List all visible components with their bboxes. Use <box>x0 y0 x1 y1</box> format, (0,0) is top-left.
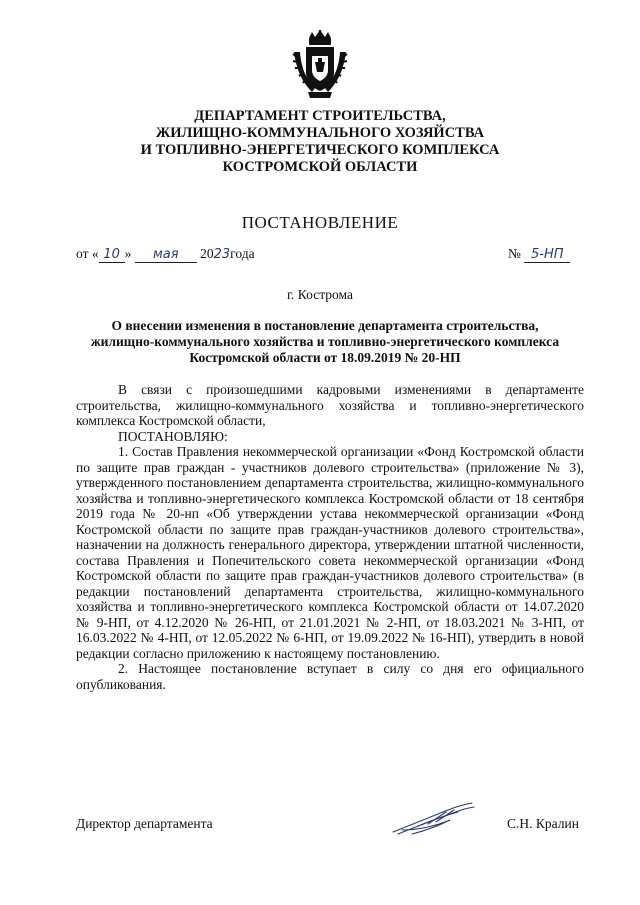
document-date <box>76 246 255 263</box>
coat-of-arms-emblem <box>292 30 348 102</box>
document-title: ПОСТАНОВЛЕНИЕ <box>241 213 399 232</box>
document-number <box>508 246 570 263</box>
department-line: ДЕПАРТАМЕНТ СТРОИТЕЛЬСТВА, <box>194 108 446 124</box>
number-value: 5-НП <box>524 248 570 263</box>
document-body <box>76 382 584 692</box>
date-day: 10 <box>99 248 125 263</box>
resolve-heading: ПОСТАНОВЛЯЮ: <box>118 428 228 444</box>
department-name <box>0 108 640 176</box>
signatory-position: Директор департамента <box>76 816 213 831</box>
signatory-name: С.Н. Кралин <box>507 816 579 831</box>
date-year-suffix: 23 <box>213 247 231 262</box>
date-month: мая <box>135 248 197 263</box>
number-prefix: № <box>508 246 525 261</box>
date-year-prefix: 20 <box>200 246 214 261</box>
department-line: ЖИЛИЩНО-КОММУНАЛЬНОГО ХОЗЯЙСТВА <box>155 125 485 141</box>
document-subject: О внесении изменения в постановление департамента строительства, жилищно-коммунального хозяйства и топливно-энергетического комплекса Костромской области от 18.09.2019 № 20-НП <box>90 318 560 365</box>
department-line: КОСТРОМСКОЙ ОБЛАСТИ <box>222 159 418 175</box>
intro-paragraph: В связи с произошедшими кадровыми изменениями в департаменте строительства, жилищно-коммунального хозяйства и топливно-энергетического комплекса Костромской области, <box>76 382 584 428</box>
handwritten-signature <box>388 800 478 840</box>
date-quote: » <box>124 246 132 261</box>
item-2-paragraph: 2. Настоящее постановление вступает в силу со дня его официального опубликования. <box>76 661 584 692</box>
department-line: И ТОПЛИВНО-ЭНЕРГЕТИЧЕСКОГО КОМПЛЕКСА <box>140 142 500 158</box>
date-suffix: года <box>230 246 255 261</box>
city: г. Кострома <box>287 287 353 302</box>
item-1-paragraph: 1. Состав Правления некоммерческой организации «Фонд Костромской области по защите прав граждан - участников долевого строительства» (приложение № 3), утвержденного постановлением департамента строительства, жилищно-коммунального хозяйства и топливно-энергетического комплекса Костромской области от 18 сентября 2019 года № 20-нп «Об утверждении устава некоммерческой организации «Фонд Костромской области по защите прав граждан-участников долевого строительства», назначении на должность генерального директора, утверждении штатной численности, состава Правления и Попечительского совета некоммерческой организации «Фонд Костромской области по защите прав граждан-участников долевого строительства» (в редакции постановлений департамента строительства, жилищно-коммунального хозяйства и топливно-энергетического комплекса Костромской области от 14.07.2020 № 9-НП, от 4.12.2020 № 26-НП, от 21.01.2021 № 2-НП, от 18.03.2021 № 3-НП, от 16.03.2022 № 4-НП, от 12.05.2022 № 6-НП, от 19.09.2022 № 16-НП), утвердить в новой редакции согласно приложению к настоящему постановлению. <box>76 444 584 661</box>
date-prefix: от « <box>76 246 99 261</box>
